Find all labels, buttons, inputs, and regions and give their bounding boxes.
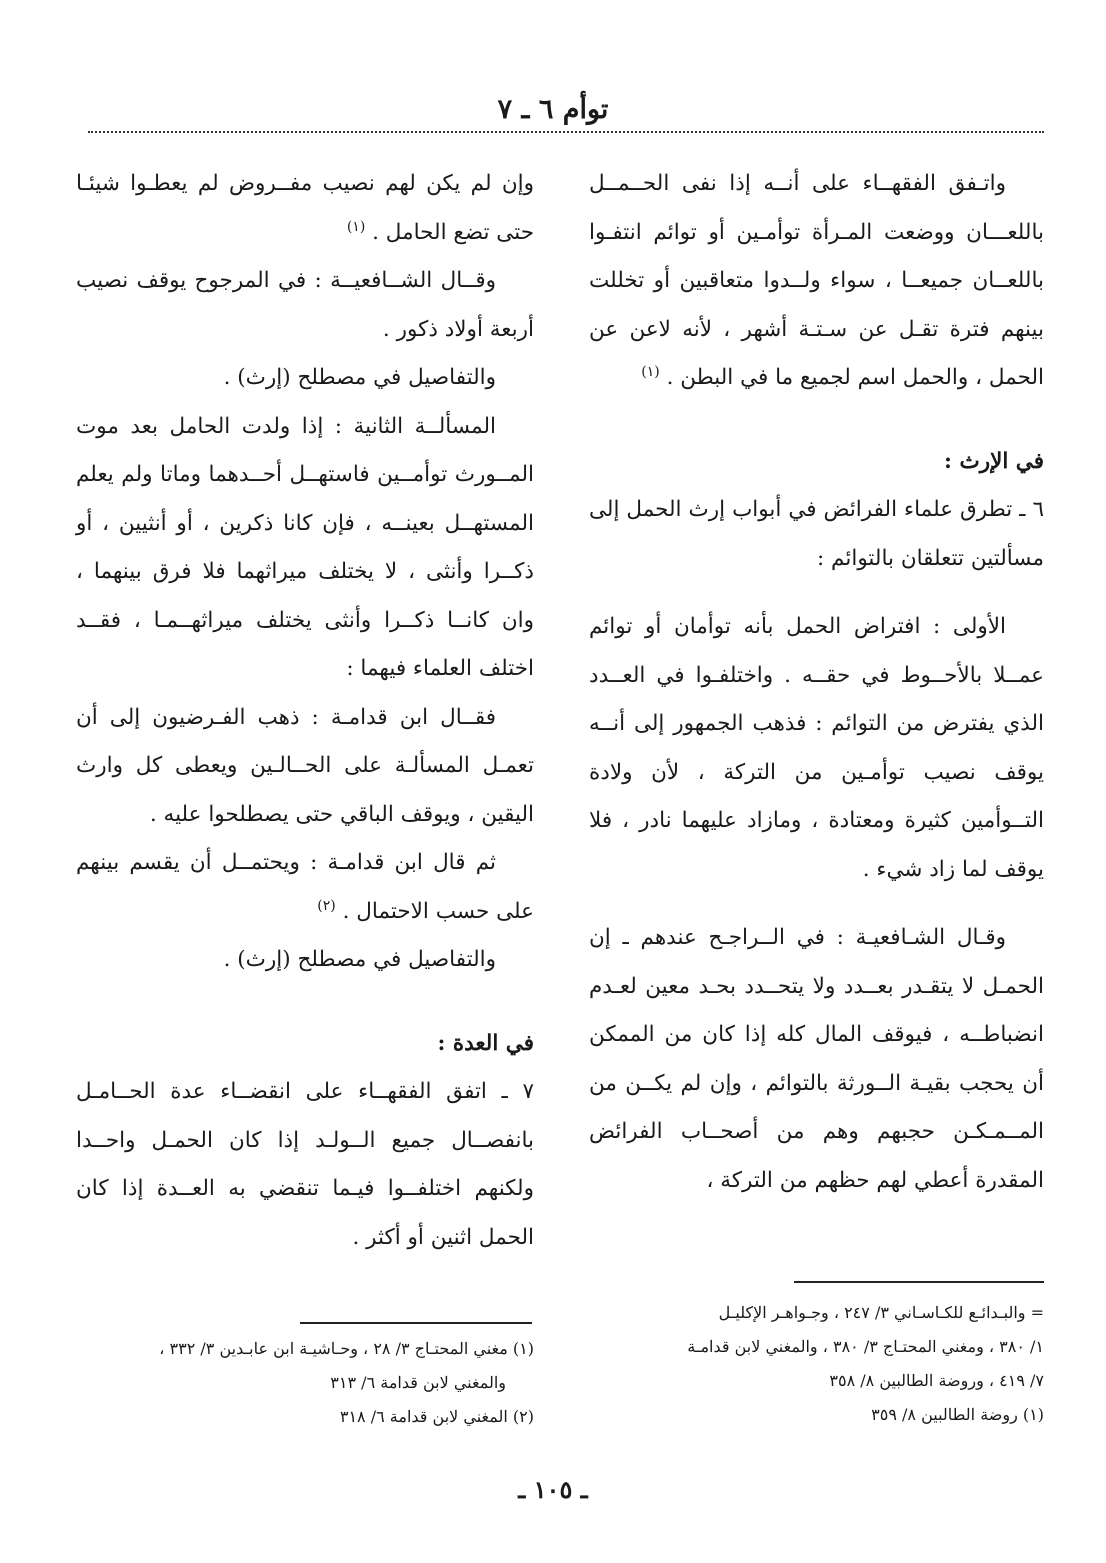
- paragraph: [76, 839, 534, 936]
- footnote-line: (١) مغني المحتـاج ٣/ ٢٨ ، وحـاشيـة ابن عابـدين ٣/ ٣٣٢ ،: [159, 1339, 534, 1358]
- footnote-line: والمغني لابن قدامة ٦/ ٣١٣: [330, 1373, 506, 1392]
- footnote-line: ١/ ٣٨٠ ، ومغني المحتـاج ٣/ ٣٨٠ ، والمغني لابن قدامـة: [687, 1337, 1044, 1356]
- paragraph: المسألــة الثانية : إذا ولدت الحامل بعد موت المــورث توأمــين فاستهــل أحــدهما وماتا ولم يعلم المستهــل بعينــه ، فإن كانا ذكرين ، أو أنثيين ، أو ذكــرا وأنثى ، لا يختلف ميراثهما فلا فرق بينهما ، وان كانــا ذكــرا وأنثى يختلف ميراثهــمـا ، فقــد اختلف العلماء فيهما :: [76, 413, 534, 681]
- footnote-line: (٢) المغني لابن قدامة ٦/ ٣١٨: [339, 1407, 534, 1426]
- paragraph: ٧ ـ اتفق الفقهــاء على انقضــاء عدة الحــامـل بانفصــال جميع الــولـد إذا كان الحمـل واحــدا ولكنهم اختلفــوا فيـما تنقضي به العــدة إذا كان الحمل اثنين أو أكثر .: [76, 1079, 534, 1250]
- paragraph: [76, 160, 534, 257]
- footnote-marker: (٢): [317, 897, 336, 914]
- section-heading-irth: في الإرث :: [944, 448, 1044, 474]
- paragraph: فقــال ابن قدامـة : ذهب الفـرضيون إلى أن تعمـل المسألـة على الحــالـين ويعطى كل وارث اليقين ، ويوقف الباقي حتى يصطلحوا عليه .: [76, 704, 534, 827]
- footnote-rule: [794, 1281, 1044, 1283]
- paragraph: [589, 160, 1044, 403]
- page-number: ـ ١٠٥ ـ: [518, 1475, 588, 1504]
- paragraph-text: واتـفق الفقهــاء على أنــه إذا نفى الحــمــل باللعـــان ووضعت المـرأة توأمـين أو توائم انتفـوا باللعــان جميعــا ، سواء ولــدوا متعاقبين أو تخللت بينهم فترة تقـل عن سـتـة أشهر ، لأنه لاعن عن الحمل ، والحمل اسم لجميع ما في البطن .: [589, 171, 1044, 390]
- paragraph: وقـال الشـافعيـة : في الــراجـح عندهم ـ إن الحمـل لا يتقـدر بعــدد ولا يتحــدد بحـد معين لعـدم انضباطــه ، فيوقف المال كله إذا كان من الممكن أن يحجب بقيـة الــورثة بالتوائم ، وإن لم يكــن من المــمـكـن حجبهم وهم من أصحــاب الفرائض المقدرة أعطي لهم حظهم من التركة ،: [589, 925, 1044, 1193]
- footnote-line: = والبـدائـع للكـاسـاني ٣/ ٢٤٧ ، وجـواهـر الإكليـل: [718, 1303, 1044, 1322]
- right-column: [589, 160, 1044, 1205]
- paragraph: الأولى : افتراض الحمل بأنه توأمان أو توائم عمــلا بالأحــوط في حقــه . واختلفـوا في العــدد الذي يفترض من التوائم : فذهب الجمهور إلى أنــه يوقف نصيب توأمـين من التركة ، لأن ولادة التــوأمين كثيرة ومعتادة ، ومازاد عليهما نادر ، فلا يوقف لما زاد شيء .: [589, 614, 1044, 882]
- section-heading-idda: في العدة :: [437, 1030, 534, 1056]
- footnotes-left: [76, 1332, 534, 1434]
- paragraph: وقــال الشــافعيــة : في المرجوح يوقف نصيب أربعة أولاد ذكور .: [76, 268, 534, 342]
- footnote-marker: (١): [641, 363, 660, 380]
- footnote-line: (١) روضة الطالبين ٨/ ٣٥٩: [871, 1405, 1044, 1424]
- footnote-line: ٧/ ٤١٩ ، وروضة الطالبين ٨/ ٣٥٨: [829, 1371, 1044, 1390]
- paragraph: والتفاصيل في مصطلح (إرث) .: [223, 947, 496, 972]
- running-header: توأم ٦ ـ ٧: [497, 94, 609, 125]
- paragraph: ٦ ـ تطرق علماء الفرائض في أبواب إرث الحمل إلى مسألتين تتعلقان بالتوائم :: [589, 497, 1044, 571]
- footnote-marker: (١): [346, 218, 366, 235]
- paragraph-text: وإن لم يكن لهم نصيب مفــروض لم يعطـوا شيئـا حتى تضع الحامل .: [76, 171, 534, 245]
- header-dotted-rule: [88, 131, 1044, 133]
- left-column: [76, 160, 534, 1262]
- paragraph: والتفاصيل في مصطلح (إرث) .: [223, 365, 496, 390]
- footnote-rule: [300, 1322, 532, 1324]
- footnotes-right: [588, 1296, 1044, 1432]
- paragraph-text: ثم قال ابن قدامـة : ويحتمــل أن يقسم بينهم على حسب الاحتمال .: [76, 850, 534, 924]
